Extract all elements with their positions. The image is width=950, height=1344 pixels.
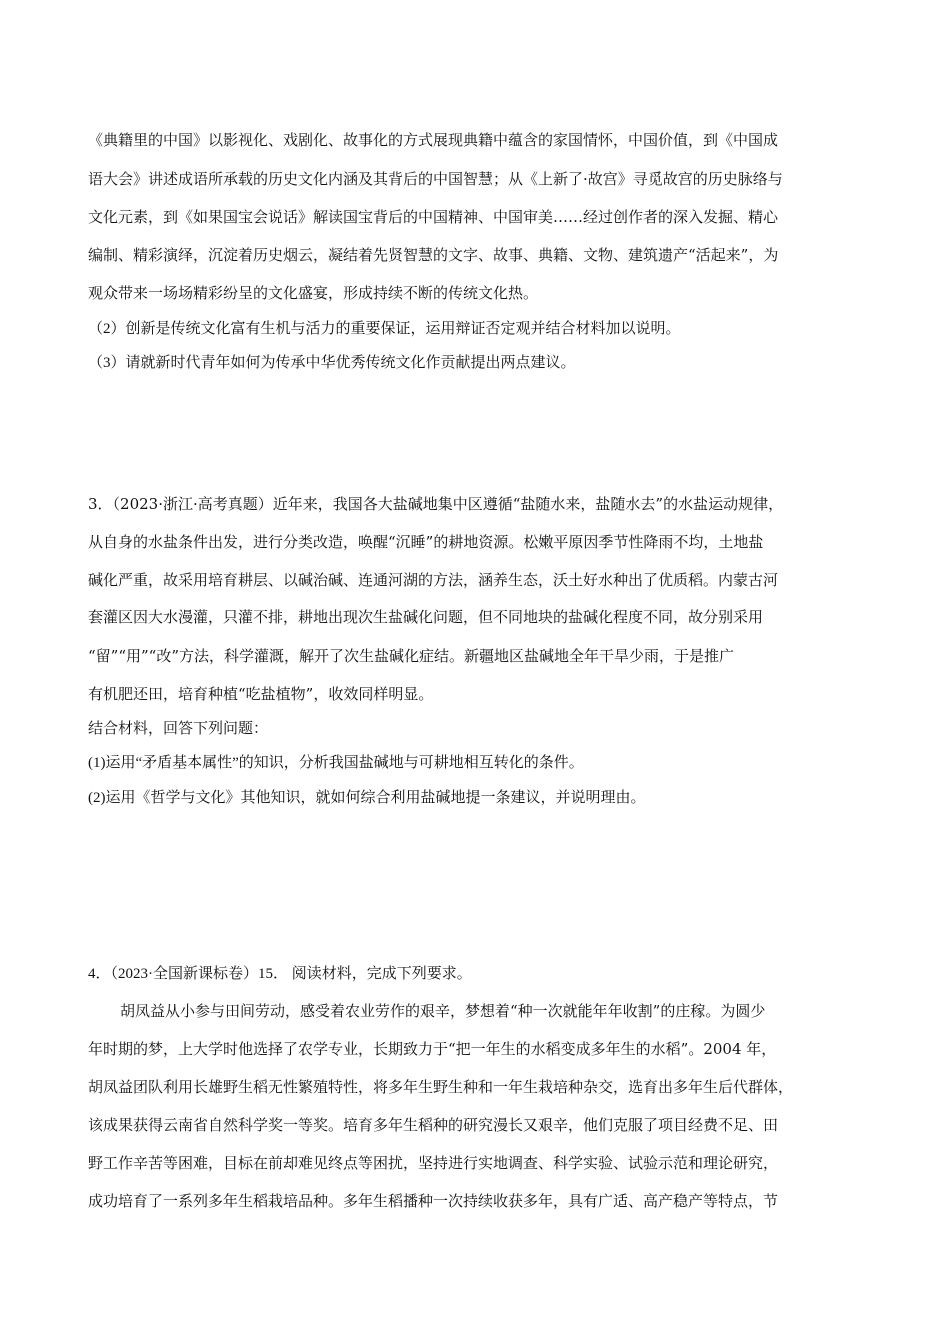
sub-question-1: (1)运用“矛盾基本属性”的知识，分析我国盐碱地与可耕地相互转化的条件。 bbox=[88, 755, 584, 771]
material-line: 文化元素，到《如果国宝会说话》解读国宝背后的中国精神、中国审美……经过创作者的深入发掘、精心 bbox=[88, 208, 779, 226]
answer-prompt: 结合材料，回答下列问题： bbox=[88, 721, 269, 737]
material-line: 碱化严重，故采用培育耕层、以碱治碱、连通河湖的方法，涵养生态，沃土好水种出了优质稻。内蒙古河 bbox=[88, 571, 779, 589]
material-line: 从自身的水盐条件出发，进行分类改造，唤醒“沉睡”的耕地资源。松嫩平原因季节性降雨不均，土地盐 bbox=[88, 533, 764, 551]
question-3: （3）请就新时代青年如何为传承中华优秀传统文化作贡献提出两点建议。 bbox=[88, 355, 576, 371]
question-header-4: 4．（2023·全国新课标卷）15． 阅读材料，完成下列要求。 bbox=[88, 966, 472, 982]
material-line: 套灌区因大水漫灌，只灌不排，耕地出现次生盐碱化问题，但不同地块的盐碱化程度不同，故分别采用 bbox=[88, 608, 764, 626]
material-line: 语大会》讲述成语所承载的历史文化内涵及其背后的中国智慧；从《上新了·故宫》寻觅故宫的历史脉络与 bbox=[88, 170, 783, 188]
material-line: 年时期的梦，上大学时他选择了农学专业，长期致力于“把一年生的水稻变成多年生的水稻”。2004 年， bbox=[88, 1040, 777, 1058]
material-line: 胡凤益团队利用长雄野生稻无性繁殖特性，将多年生野生种和一年生栽培种杂交，选育出多年生后代群体， bbox=[88, 1078, 794, 1096]
question-header-3: 3．（2023·浙江·高考真题）近年来，我国各大盐碱地集中区遵循“盐随水来，盐随水去”的水盐运动规律， bbox=[88, 495, 784, 513]
material-line: 有机肥还田，培育种植“吃盐植物”，收效同样明显。 bbox=[88, 685, 434, 703]
material-line: 成功培育了一系列多年生稻栽培品种。多年生稻播种一次持续收获多年，具有广适、高产稳产等特点，节 bbox=[88, 1192, 779, 1210]
material-line: 该成果获得云南省自然科学奖一等奖。培育多年生稻种的研究漫长又艰辛，他们克服了项目经费不足、田 bbox=[88, 1116, 779, 1134]
material-line: 观众带来一场场精彩纷呈的文化盛宴，形成持续不断的传统文化热。 bbox=[88, 284, 539, 302]
material-line: 野工作辛苦等困难，目标在前却难见终点等困扰，坚持进行实地调查、科学实验、试验示范和理论研究， bbox=[88, 1154, 779, 1172]
material-line: 编制、精彩演绎，沉淀着历史烟云，凝结着先贤智慧的文字、故事、典籍、文物、建筑遗产“活起来”，为 bbox=[88, 246, 779, 264]
material-line: “留”“用”“改”方法，科学灌溉，解开了次生盐碱化症结。新疆地区盐碱地全年干旱少雨，于是推广 bbox=[88, 647, 735, 665]
material-line: 《典籍里的中国》以影视化、戏剧化、故事化的方式展现典籍中蕴含的家国情怀，中国价值，到《中国成 bbox=[88, 131, 779, 149]
question-2: （2）创新是传统文化富有生机与活力的重要保证，运用辩证否定观并结合材料加以说明。 bbox=[88, 321, 681, 337]
sub-question-2: (2)运用《哲学与文化》其他知识，就如何综合利用盐碱地提一条建议，并说明理由。 bbox=[88, 790, 646, 806]
material-line: 胡凤益从小参与田间劳动，感受着农业劳作的艰辛，梦想着“种一次就能年年收割”的庄稼。为圆少 bbox=[120, 1002, 766, 1020]
